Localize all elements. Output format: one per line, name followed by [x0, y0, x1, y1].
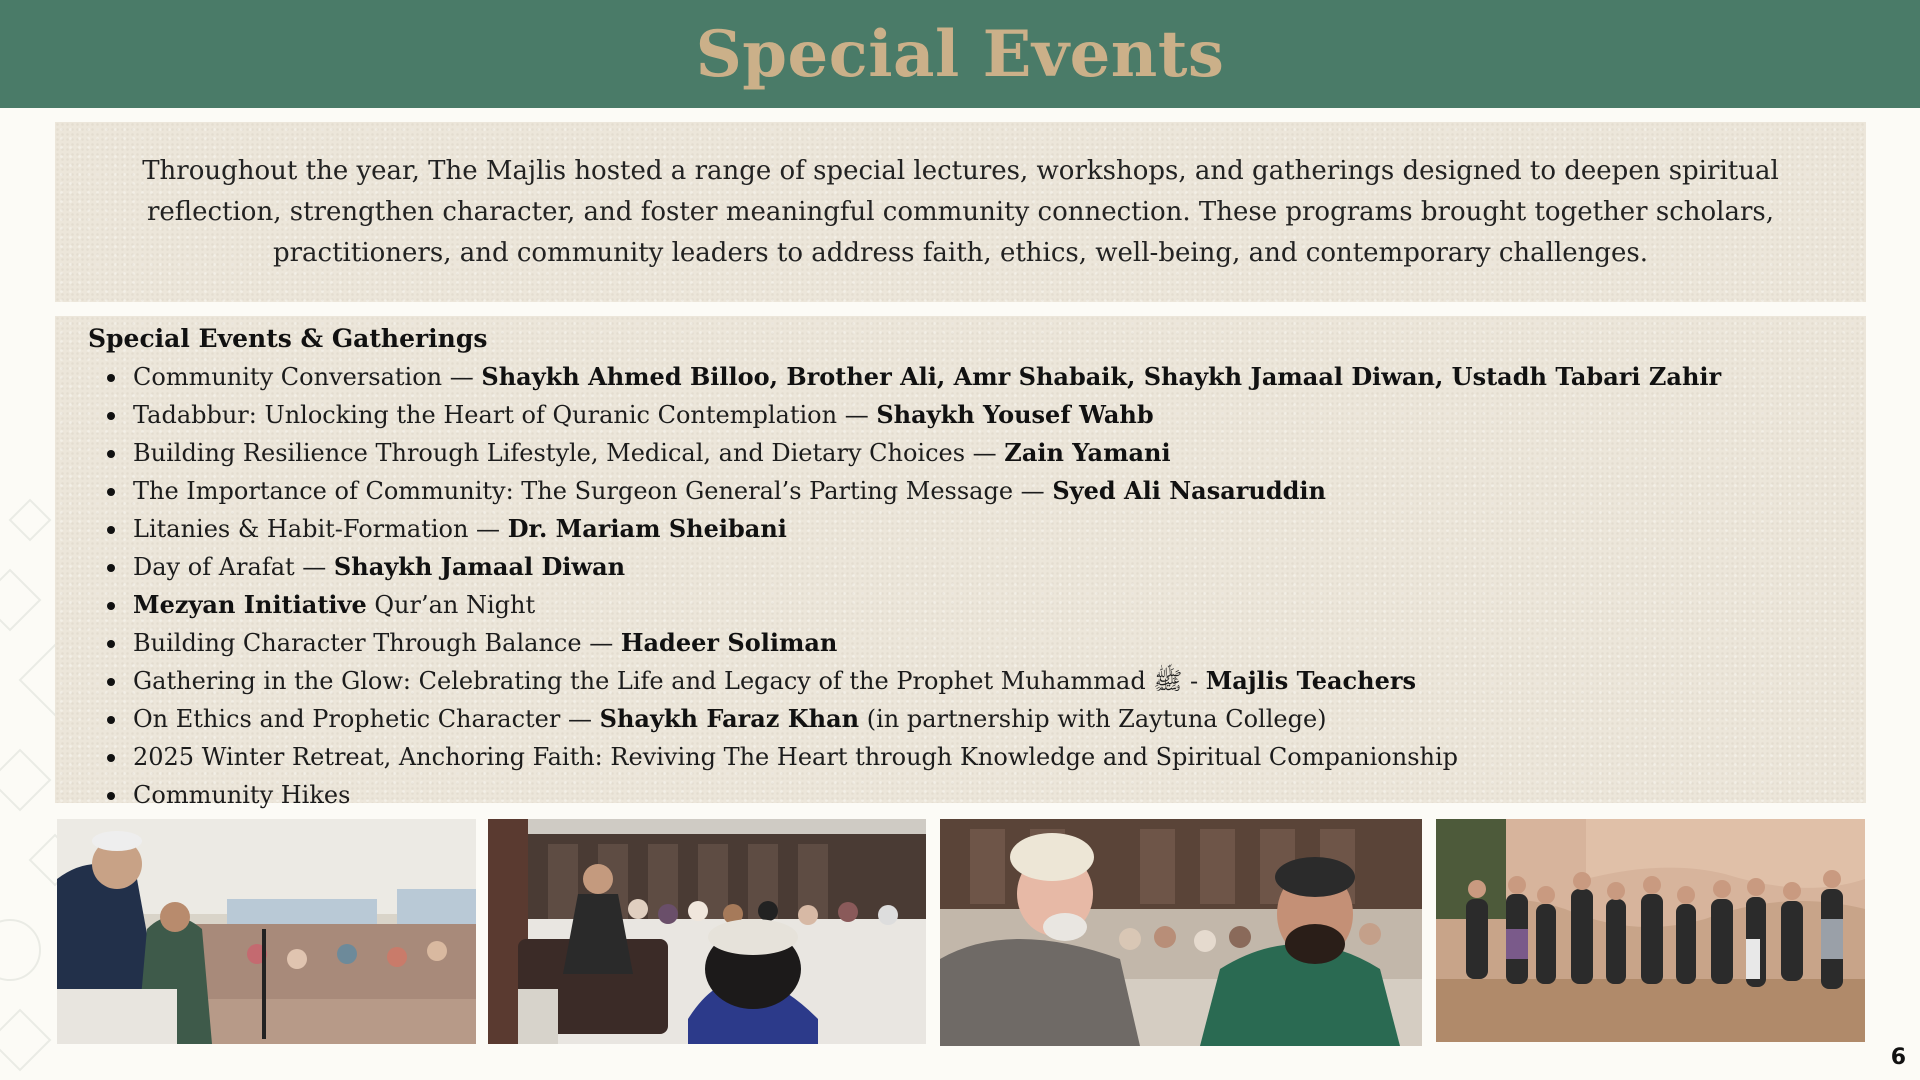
photo-lecture-hall [57, 819, 476, 1044]
event-item: Building Character Through Balance — Hadeer Soliman [88, 624, 1866, 662]
page-title: Special Events [695, 16, 1225, 92]
bullet-icon [107, 602, 115, 610]
intro-panel [55, 122, 1866, 302]
event-item: Mezyan Initiative Qur’an Night [88, 586, 1866, 624]
photo-scholars-conversation [940, 819, 1422, 1046]
bullet-icon [107, 678, 115, 686]
bullet-icon [107, 526, 115, 534]
bullet-icon [107, 450, 115, 458]
events-heading: Special Events & Gatherings [88, 324, 488, 353]
intro-text: Throughout the year, The Majlis hosted a range of special lectures, workshops, and gatherings designed to deepen spiritual reflection, strengthen character, and foster meaningful community connection. These programs brought together scholars, practitioners, and community leaders to address faith, ethics, well-being, and contemporary challenges. [142, 155, 1779, 268]
event-item: Day of Arafat — Shaykh Jamaal Diwan [88, 548, 1866, 586]
event-item: On Ethics and Prophetic Character — Shaykh Faraz Khan (in partnership with Zaytuna College) [88, 700, 1866, 738]
bullet-icon [107, 374, 115, 382]
event-item: Litanies & Habit-Formation — Dr. Mariam Sheibani [88, 510, 1866, 548]
title-banner [0, 0, 1920, 108]
bullet-icon [107, 488, 115, 496]
bullet-icon [107, 640, 115, 648]
events-panel [55, 316, 1866, 809]
photo-community-hike [1436, 819, 1865, 1042]
bullet-icon [107, 792, 115, 800]
bullet-icon [107, 754, 115, 762]
event-item: Building Resilience Through Lifestyle, Medical, and Dietary Choices — Zain Yamani [88, 434, 1866, 472]
bullet-icon [107, 564, 115, 572]
page-number: 6 [1890, 1045, 1906, 1070]
event-item: Tadabbur: Unlocking the Heart of Quranic Contemplation — Shaykh Yousef Wahb [88, 396, 1866, 434]
event-item: The Importance of Community: The Surgeon General’s Parting Message — Syed Ali Nasaruddin [88, 472, 1866, 510]
photo-seated-gathering [488, 819, 926, 1044]
events-list [88, 358, 1866, 814]
event-item: Gathering in the Glow: Celebrating the Life and Legacy of the Prophet Muhammad ﷺ - Majlis Teachers [88, 662, 1866, 700]
event-item: Community Hikes [88, 776, 1866, 814]
bullet-icon [107, 716, 115, 724]
bullet-icon [107, 412, 115, 420]
event-item: 2025 Winter Retreat, Anchoring Faith: Reviving The Heart through Knowledge and Spiritual Companionship [88, 738, 1866, 776]
event-item: Community Conversation — Shaykh Ahmed Billoo, Brother Ali, Amr Shabaik, Shaykh Jamaal Diwan, Ustadh Tabari Zahir [88, 358, 1866, 396]
